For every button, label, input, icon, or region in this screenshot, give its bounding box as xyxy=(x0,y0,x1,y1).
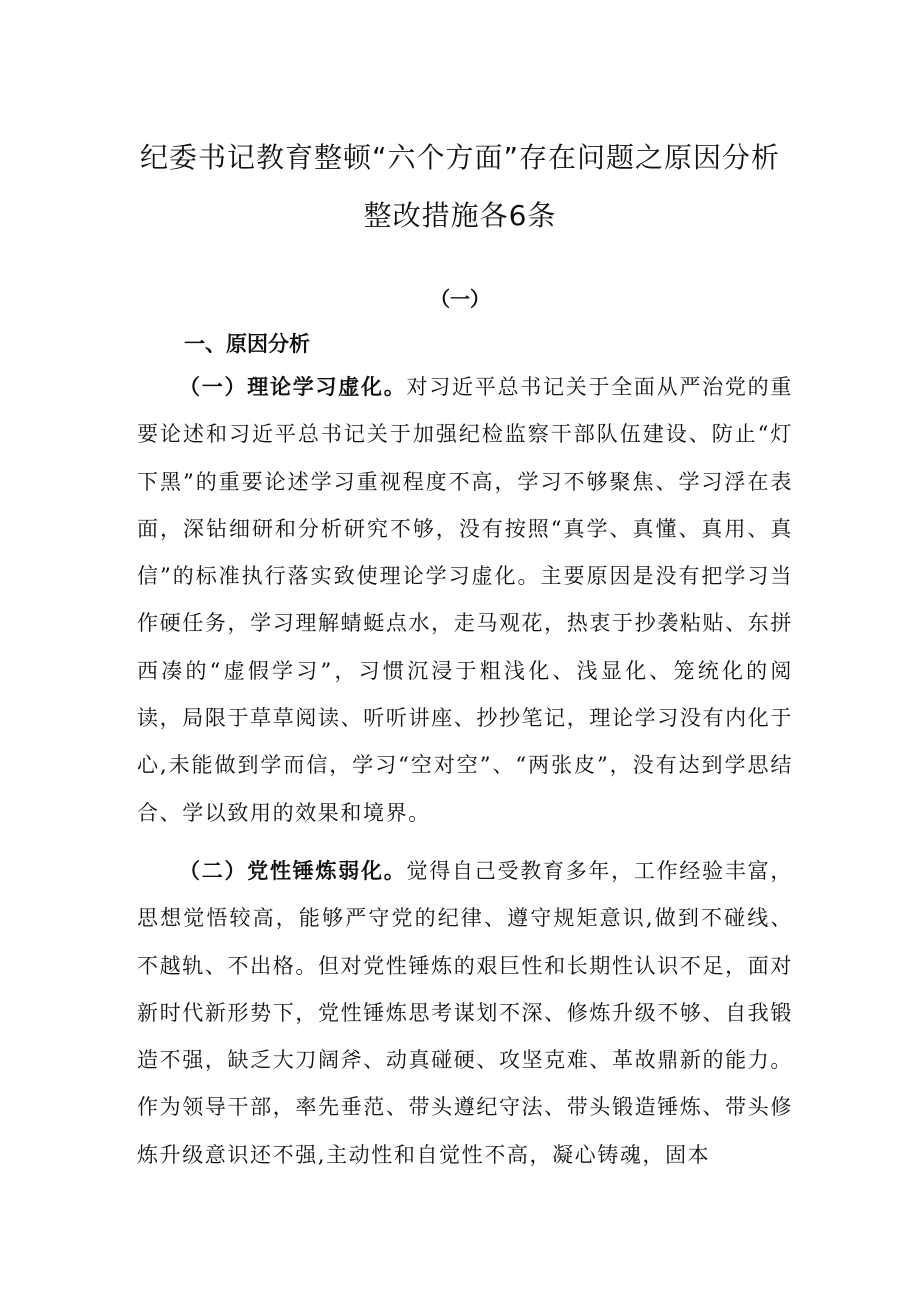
paragraph-body: 觉得自己受教育多年，工作经验丰富，思想觉悟较高，能够严守党的纪律、遵守规矩意识,做到不碰线、不越轨、不出格。但对党性锤炼的艰巨性和长期性认识不足，面对新时代新形势下，党性锤炼思考谋划不深、修炼升级不够、自我锻造不强，缺乏大刀阔斧、动真碰硬、攻坚克难、革故鼎新的能力。作为领导干部，率先垂范、带头遵纪守法、带头锻造锤炼、带头修炼升级意识还不强,主动性和自觉性不高，凝心铸魂，固本 xyxy=(137,859,793,1167)
document-title-line-1: 纪委书记教育整顿“六个方面”存在问题之原因分析 xyxy=(139,141,780,174)
paragraph-party-spirit xyxy=(137,848,793,1198)
paragraph-body: 对习近平总书记关于全面从严治党的重要论述和习近平总书记关于加强纪检监察干部队伍建设、防止“灯下黑”的重要论述学习重视程度不高，学习不够聚焦、学习浮在表面，深钻细研和分析研究不够，没有按照“真学、真懂、真用、真信”的标准执行落实致使理论学习虚化。主要原因是没有把学习当作硬任务，学习理解蜻蜓点水，走马观花，热衷于抄袭粘贴、东拼西凑的“虚假学习”，习惯沉浸于粗浅化、浅显化、笼统化的阅读，局限于草草阅读、听听讲座、抄抄笔记，理论学习没有内化于心,未能做到学而信，学习“空对空”、“两张皮”，没有达到学思结合、学以致用的效果和境界。 xyxy=(137,375,794,825)
paragraph-lead: （二）党性锤炼弱化。 xyxy=(179,859,407,883)
document-title-line-2: 整改措施各6条 xyxy=(363,199,557,232)
paragraph-lead: （一）理论学习虚化。 xyxy=(179,375,407,399)
part-number: （一） xyxy=(430,287,490,311)
paragraph-theory-study xyxy=(137,364,793,837)
section-heading: 一、原因分析 xyxy=(184,332,310,356)
